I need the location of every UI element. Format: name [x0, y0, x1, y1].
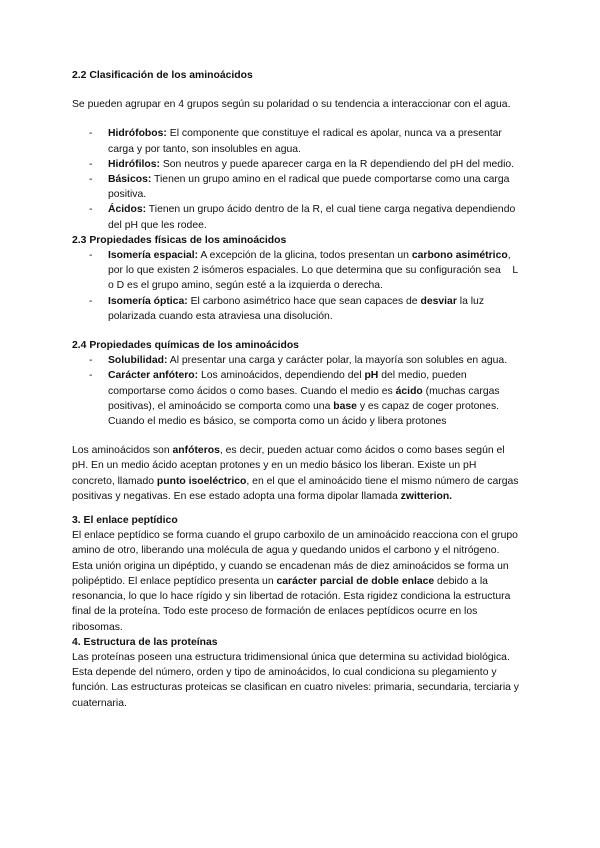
amphoteric-paragraph: Los aminoácidos son anfóteros, es decir, pueden actuar como ácidos o como bases según el pH. En un medio ácido aceptan protones y en un medio básico los liberan. Existe un pH concreto, llamado punto isoeléctrico, en el que el aminoácido tiene el mismo número de cargas positivas y negativas. En ese estado adopta una forma dipolar llamada zwitterion.	[72, 445, 519, 502]
section-3-paragraph: El enlace peptídico se forma cuando el grupo carboxilo de un aminoácido reacciona con el grupo amino de otro, liberando una molécula de agua y quedando unidos el carbono y el nitrógeno. Esta unión origina un dipéptido, y cuando se encadenan más de diez aminoácidos se forma un polipéptido. El enlace peptídico presenta un carácter parcial de doble enlace debido a la resonancia, lo que lo hace rígido y sin libertad de rotación. Esta rigidez condiciona la estructura final de la proteína. Todo este proceso de formación de enlaces peptídicos ocurre en los ribosomas.	[72, 530, 518, 633]
section-3-heading: 3. El enlace peptídico	[72, 515, 178, 527]
section-2-3-heading: 2.3 Propiedades físicas de los aminoácidos	[72, 234, 287, 246]
physical-properties-list	[72, 248, 520, 324]
list-item: - Solubilidad: Al presentar una carga y carácter polar, la mayoría son solubles en agua.	[72, 353, 520, 368]
section-2-4-heading: 2.4 Propiedades químicas de los aminoácidos	[72, 340, 299, 352]
list-item: - Hidrófobos: El componente que constituye el radical es apolar, nunca va a presentar carga y por tanto, son insolubles en agua.	[72, 126, 520, 156]
list-item: - Isomería óptica: El carbono asimétrico hace que sean capaces de desviar la luz polarizada cuando esta atraviesa una disolución.	[72, 294, 520, 324]
document-page	[72, 68, 520, 711]
section-2-2-intro: Se pueden agrupar en 4 grupos según su polaridad o su tendencia a interaccionar con el agua.	[72, 99, 511, 111]
chemical-properties-list	[72, 353, 520, 429]
list-item: - Isomería espacial: A excepción de la glicina, todos presentan un carbono asimétrico, por lo que existen 2 isómeros espaciales. Lo que determina que su configuración sea L o D es el grupo amino, según esté a la izquierda o derecha.	[72, 248, 520, 294]
section-4-paragraph: Las proteínas poseen una estructura tridimensional única que determina su actividad biológica. Esta depende del número, orden y tipo de aminoácidos, lo cual condiciona su plegamiento y función. Las estructuras proteicas se clasifican en cuatro niveles: primaria, secundaria, terciaria y cuaternaria.	[72, 651, 520, 709]
amino-acid-groups-list	[72, 126, 520, 232]
section-2-2-heading: 2.2 Clasificación de los aminoácidos	[72, 70, 253, 81]
list-item: - Básicos: Tienen un grupo amino en el radical que puede comportarse como una carga positiva.	[72, 172, 520, 202]
list-item: - Hidrófilos: Son neutros y puede aparecer carga en la R dependiendo del pH del medio.	[72, 157, 520, 172]
list-item: - Ácidos: Tienen un grupo ácido dentro de la R, el cual tiene carga negativa dependiendo del pH que les rodee.	[72, 202, 520, 232]
list-item: - Carácter anfótero: Los aminoácidos, dependiendo del pH del medio, pueden comportarse como ácidos o como bases. Cuando el medio es ácido (muchas cargas positivas), el aminoácido se comporta como una base y es capaz de coger protones. Cuando el medio es básico, se comporta como un ácido y libera protones	[72, 368, 520, 429]
section-4-heading: 4. Estructura de las proteínas	[72, 636, 218, 648]
